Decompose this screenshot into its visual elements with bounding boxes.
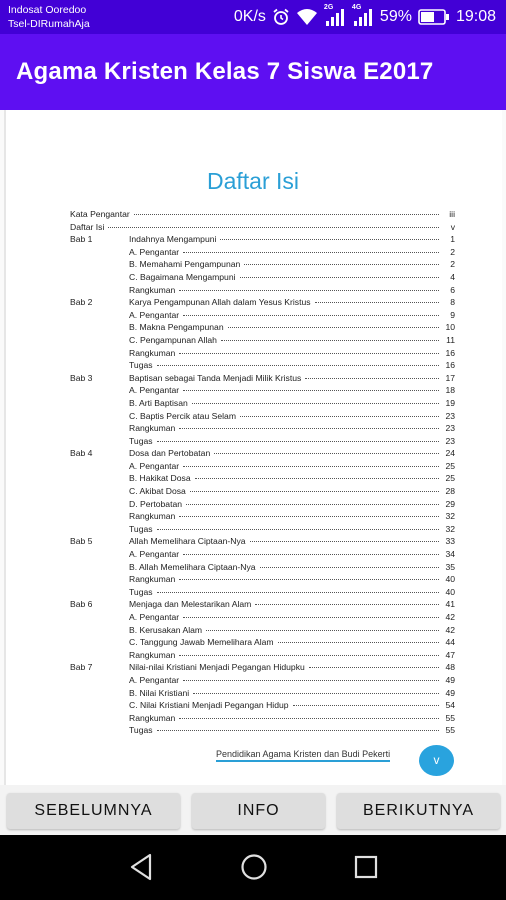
button-bar bbox=[0, 785, 506, 835]
toc-row bbox=[70, 372, 455, 385]
toc-row bbox=[70, 208, 455, 221]
toc-row bbox=[70, 321, 455, 334]
toc-entry-label: Rangkuman bbox=[129, 347, 176, 358]
toc-page-number: 40 bbox=[445, 574, 455, 585]
toc-row bbox=[70, 548, 455, 561]
toc-leader-dots bbox=[183, 315, 439, 316]
toc-leader-dots bbox=[183, 466, 439, 467]
battery-percent: 59% bbox=[379, 8, 412, 25]
toc-row bbox=[70, 447, 455, 460]
toc-page-number: 2 bbox=[450, 246, 455, 257]
system-nav-bar bbox=[0, 835, 506, 900]
toc-page-number: 8 bbox=[450, 297, 455, 308]
toc-chapter-number: Bab 5 bbox=[70, 536, 93, 547]
toc-leader-dots bbox=[179, 655, 439, 656]
toc-page-number: 34 bbox=[445, 549, 455, 560]
toc-leader-dots bbox=[192, 403, 439, 404]
toc-entry-label: B. Makna Pengampunan bbox=[129, 322, 224, 333]
toc-page-number: 16 bbox=[445, 347, 455, 358]
back-icon[interactable] bbox=[128, 853, 154, 881]
toc-leader-dots bbox=[179, 428, 439, 429]
toc-entry-label: B. Arti Baptisan bbox=[129, 397, 188, 408]
toc-leader-dots bbox=[134, 214, 439, 215]
toc-entry-label: C. Bagaimana Mengampuni bbox=[129, 271, 236, 282]
toc-page-number: 42 bbox=[445, 624, 455, 635]
toc-entry-label: C. Pengampunan Allah bbox=[129, 334, 217, 345]
toc-page-number: iii bbox=[449, 209, 455, 219]
toc-row bbox=[70, 535, 455, 548]
toc-row bbox=[70, 246, 455, 259]
home-icon[interactable] bbox=[240, 853, 268, 881]
toc-entry-label: C. Tanggung Jawab Memelihara Alam bbox=[129, 637, 274, 648]
toc-row bbox=[70, 649, 455, 662]
toc-entry-label: Karya Pengampunan Allah dalam Yesus Kristus bbox=[129, 297, 311, 308]
toc-leader-dots bbox=[293, 705, 439, 706]
toc-entry-label: C. Baptis Percik atau Selam bbox=[129, 410, 236, 421]
toc-entry-label: Rangkuman bbox=[129, 284, 176, 295]
toc-chapter-number: Bab 1 bbox=[70, 234, 93, 245]
toc-leader-dots bbox=[157, 730, 439, 731]
toc-chapter-number: Bab 3 bbox=[70, 372, 93, 383]
toc-row bbox=[70, 611, 455, 624]
toc-chapter-number: Bab 7 bbox=[70, 662, 93, 673]
toc-row bbox=[70, 712, 455, 725]
toc-row bbox=[70, 699, 455, 712]
page-number-badge: v bbox=[419, 745, 454, 776]
toc-entry-label: Tugas bbox=[129, 360, 153, 371]
toc-chapter-number: Bab 4 bbox=[70, 448, 93, 459]
toc-entry-label: B. Memahami Pengampunan bbox=[129, 259, 241, 270]
toc-page-number: 41 bbox=[445, 599, 455, 610]
toc-entry-label: Rangkuman bbox=[129, 511, 176, 522]
app-bar bbox=[0, 34, 506, 110]
recents-icon[interactable] bbox=[354, 855, 378, 879]
toc-page-number: 49 bbox=[445, 687, 455, 698]
toc-page-number: 11 bbox=[446, 334, 455, 345]
toc-entry-label: A. Pengantar bbox=[129, 612, 180, 622]
toc-entry-label: D. Pertobatan bbox=[129, 498, 183, 509]
toc-leader-dots bbox=[305, 378, 439, 379]
toc-entry-label: Indahnya Mengampuni bbox=[129, 234, 217, 245]
toc-leader-dots bbox=[190, 491, 439, 492]
toc-page-number: 28 bbox=[445, 486, 455, 497]
toc-row bbox=[70, 435, 455, 448]
toc-leader-dots bbox=[220, 239, 439, 240]
battery-icon bbox=[418, 9, 450, 25]
toc-row bbox=[70, 258, 455, 271]
toc-leader-dots bbox=[157, 592, 439, 593]
toc-entry-label: A. Pengantar bbox=[129, 460, 180, 471]
toc-entry-label: C. Nilai Kristiani Menjadi Pegangan Hidup bbox=[129, 700, 289, 711]
toc-row bbox=[70, 359, 455, 372]
toc-leader-dots bbox=[186, 504, 439, 505]
toc-leader-dots bbox=[228, 327, 439, 328]
carrier-1: Indosat Ooredoo bbox=[8, 4, 87, 16]
toc-entry-label: Daftar Isi bbox=[70, 221, 105, 232]
page-footer-text: Pendidikan Agama Kristen dan Budi Pekerti bbox=[216, 749, 390, 762]
toc-entry-label: B. Nilai Kristiani bbox=[129, 687, 190, 698]
toc-row bbox=[70, 233, 455, 246]
toc-page-number: 29 bbox=[445, 498, 455, 509]
toc-page-number: 32 bbox=[445, 511, 455, 522]
toc-entry-label: A. Pengantar bbox=[129, 385, 180, 396]
carrier-info bbox=[8, 3, 90, 31]
toc-leader-dots bbox=[179, 579, 439, 580]
toc-page-number: 4 bbox=[450, 271, 455, 282]
toc-row bbox=[70, 221, 455, 234]
toc-page-number: 10 bbox=[445, 322, 455, 333]
toc-row bbox=[70, 687, 455, 700]
toc-entry-label: A. Pengantar bbox=[129, 309, 180, 320]
toc-leader-dots bbox=[206, 630, 439, 631]
toc-page-number: 40 bbox=[445, 586, 455, 597]
toc-row bbox=[70, 460, 455, 473]
toc-page-number: 23 bbox=[445, 423, 455, 434]
toc-page-number: 25 bbox=[445, 473, 455, 484]
toc-entry-label: Tugas bbox=[129, 435, 153, 446]
toc-entry-label: Baptisan sebagai Tanda Menjadi Milik Kristus bbox=[129, 372, 302, 383]
toc-row bbox=[70, 724, 455, 737]
wifi-icon bbox=[296, 8, 318, 26]
toc-leader-dots bbox=[179, 290, 439, 291]
toc-page-number: 44 bbox=[445, 637, 455, 648]
next-button[interactable]: BERIKUTNYA bbox=[337, 793, 500, 829]
toc-page-number: 2 bbox=[450, 259, 455, 270]
toc-entry-label: Dosa dan Pertobatan bbox=[129, 448, 211, 459]
toc-leader-dots bbox=[179, 718, 439, 719]
toc-leader-dots bbox=[315, 302, 439, 303]
toc-entry-label: Tugas bbox=[129, 586, 153, 597]
toc-entry-label: Kata Pengantar bbox=[70, 209, 130, 219]
toc-row bbox=[70, 674, 455, 687]
toc-page-number: 33 bbox=[445, 536, 455, 547]
toc-row bbox=[70, 523, 455, 536]
toc-entry-label: Rangkuman bbox=[129, 574, 176, 585]
toc-entry-label: Allah Memelihara Ciptaan-Nya bbox=[129, 536, 246, 547]
toc-row bbox=[70, 472, 455, 485]
toc-leader-dots bbox=[183, 252, 439, 253]
toc-entry-label: Nilai-nilai Kristiani Menjadi Pegangan Hidupku bbox=[129, 662, 305, 673]
toc-leader-dots bbox=[214, 453, 439, 454]
toc-leader-dots bbox=[183, 680, 439, 681]
toc-page-number: 35 bbox=[445, 561, 455, 572]
toc-chapter-number: Bab 2 bbox=[70, 297, 93, 308]
toc-row bbox=[70, 271, 455, 284]
toc-chapter-number: Bab 6 bbox=[70, 599, 93, 610]
info-button[interactable]: INFO bbox=[192, 793, 325, 829]
network-speed: 0K/s bbox=[233, 8, 266, 25]
toc-row bbox=[70, 624, 455, 637]
toc-row bbox=[70, 636, 455, 649]
toc-row bbox=[70, 573, 455, 586]
toc-row bbox=[70, 410, 455, 423]
table-of-contents bbox=[70, 208, 455, 737]
toc-page-number: 32 bbox=[445, 523, 455, 534]
toc-leader-dots bbox=[179, 516, 439, 517]
toc-leader-dots bbox=[183, 554, 439, 555]
toc-entry-label: Rangkuman bbox=[129, 712, 176, 723]
toc-entry-label: B. Hakikat Dosa bbox=[129, 473, 191, 484]
toc-row bbox=[70, 397, 455, 410]
toc-entry-label: C. Akibat Dosa bbox=[129, 486, 186, 497]
toc-leader-dots bbox=[179, 353, 439, 354]
toc-page-number: 24 bbox=[445, 448, 455, 459]
toc-entry-label: Tugas bbox=[129, 523, 153, 534]
toc-page-number: 23 bbox=[445, 410, 455, 421]
network-type-2: 4G bbox=[351, 4, 362, 11]
toc-row bbox=[70, 284, 455, 297]
toc-entry-label: B. Allah Memelihara Ciptaan-Nya bbox=[129, 561, 256, 572]
toc-page-number: 19 bbox=[445, 397, 455, 408]
toc-leader-dots bbox=[183, 390, 439, 391]
toc-row bbox=[70, 334, 455, 347]
toc-entry-label: Rangkuman bbox=[129, 423, 176, 434]
previous-button[interactable]: SEBELUMNYA bbox=[7, 793, 180, 829]
toc-leader-dots bbox=[244, 264, 439, 265]
toc-entry-label: A. Pengantar bbox=[129, 246, 180, 257]
toc-row bbox=[70, 498, 455, 511]
toc-page-number: 18 bbox=[445, 385, 455, 396]
toc-leader-dots bbox=[278, 642, 439, 643]
toc-heading: Daftar Isi bbox=[206, 168, 300, 194]
toc-leader-dots bbox=[250, 541, 439, 542]
toc-leader-dots bbox=[240, 277, 439, 278]
toc-leader-dots bbox=[157, 365, 439, 366]
toc-entry-label: A. Pengantar bbox=[129, 549, 180, 560]
toc-page-number: 55 bbox=[445, 712, 455, 723]
toc-leader-dots bbox=[195, 478, 439, 479]
status-bar bbox=[0, 0, 506, 34]
toc-entry-label: B. Kerusakan Alam bbox=[129, 624, 203, 635]
toc-row bbox=[70, 510, 455, 523]
toc-row bbox=[70, 561, 455, 574]
toc-page-number: 55 bbox=[445, 725, 455, 736]
toc-row bbox=[70, 384, 455, 397]
toc-page-number: 25 bbox=[445, 460, 455, 471]
toc-leader-dots bbox=[240, 416, 439, 417]
toc-row bbox=[70, 422, 455, 435]
toc-entry-label: Menjaga dan Melestarikan Alam bbox=[129, 599, 252, 610]
toc-row bbox=[70, 598, 455, 611]
toc-row bbox=[70, 347, 455, 360]
toc-page-number: 23 bbox=[445, 435, 455, 446]
network-type-1: 2G bbox=[323, 4, 334, 11]
carrier-2: Tsel-DIRumahAja bbox=[8, 18, 90, 30]
toc-page-number: 48 bbox=[445, 662, 455, 673]
toc-leader-dots bbox=[183, 617, 439, 618]
toc-leader-dots bbox=[193, 693, 439, 694]
toc-page-number: 49 bbox=[445, 674, 455, 685]
page-viewer[interactable] bbox=[0, 110, 506, 785]
toc-leader-dots bbox=[255, 604, 439, 605]
toc-page-number: 6 bbox=[450, 284, 455, 295]
toc-row bbox=[70, 296, 455, 309]
toc-entry-label: Rangkuman bbox=[129, 649, 176, 660]
toc-leader-dots bbox=[157, 441, 439, 442]
toc-leader-dots bbox=[108, 227, 439, 228]
toc-leader-dots bbox=[260, 567, 439, 568]
toc-page-number: 54 bbox=[445, 700, 455, 711]
toc-row bbox=[70, 485, 455, 498]
toc-page-number: 47 bbox=[445, 649, 455, 660]
toc-page-number: 17 bbox=[445, 372, 455, 383]
toc-row bbox=[70, 586, 455, 599]
toc-page-number: 1 bbox=[450, 234, 455, 245]
status-right bbox=[234, 6, 496, 28]
toc-leader-dots bbox=[157, 529, 439, 530]
toc-leader-dots bbox=[309, 667, 439, 668]
toc-page-number: 16 bbox=[445, 360, 455, 371]
toc-page-number: v bbox=[450, 221, 455, 232]
toc-page-number: 9 bbox=[450, 309, 455, 320]
toc-entry-label: Tugas bbox=[129, 725, 153, 736]
toc-entry-label: A. Pengantar bbox=[129, 674, 180, 685]
toc-row bbox=[70, 309, 455, 322]
toc-page-number: 42 bbox=[445, 612, 455, 622]
toc-leader-dots bbox=[221, 340, 439, 341]
app-title: Agama Kristen Kelas 7 Siswa E2017 bbox=[16, 58, 434, 85]
alarm-icon bbox=[272, 8, 290, 26]
toc-row bbox=[70, 661, 455, 674]
clock: 19:08 bbox=[455, 8, 496, 25]
